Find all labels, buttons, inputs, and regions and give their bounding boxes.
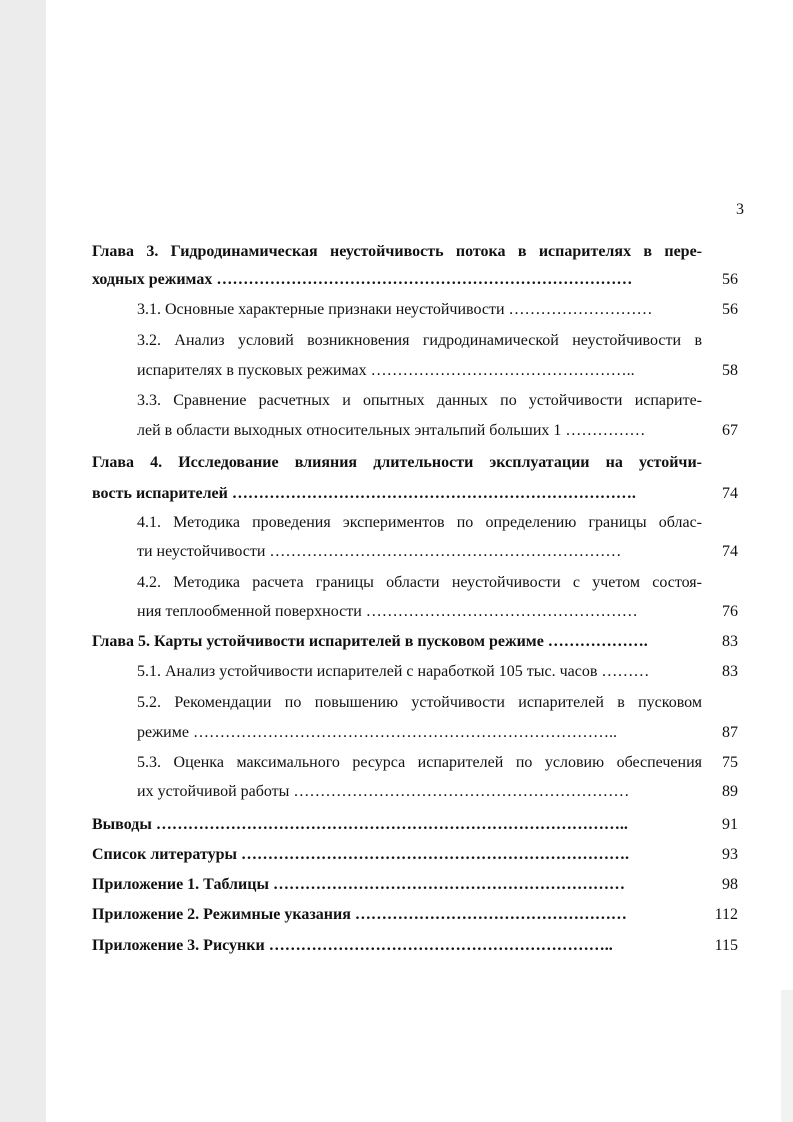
toc-item-5-3-line-1: 5.3. Оценка максимального ресурса испарителей по условию обеспечения <box>137 754 702 771</box>
scan-shadow-right <box>781 990 793 1122</box>
scan-shadow-left <box>0 0 46 1122</box>
toc-item-5-1-page: 83 <box>722 663 738 680</box>
toc-appendix-1: Приложение 1. Таблицы ………………………………………………………… <box>92 876 625 893</box>
toc-item-5-2-line-1: 5.2. Рекомендации по повышению устойчивости испарителей в пусковом <box>137 694 702 711</box>
toc-appendix-2-page: 112 <box>714 906 738 923</box>
toc-item-4-2-line-1: 4.2. Методика расчета границы области неустойчивости с учетом состоя- <box>137 574 702 591</box>
toc-item-5-3-page-b: 89 <box>722 783 738 800</box>
page-number: 3 <box>736 201 744 218</box>
toc-item-5-2-page: 87 <box>722 724 738 741</box>
toc-appendix-3-page: 115 <box>714 937 738 954</box>
toc-chapter-5-page: 83 <box>722 633 738 650</box>
toc-chapter-3-line-2: ходных режимах …………………………………………………………………… <box>92 271 633 288</box>
toc-conclusions-page: 91 <box>722 816 738 833</box>
toc-item-4-1-page: 74 <box>722 543 738 560</box>
toc-references-page: 93 <box>722 846 738 863</box>
toc-item-4-2-line-2: ния теплообменной поверхности …………………………………………… <box>137 603 638 620</box>
toc-chapter-4-line-2: вость испарителей …………………………………………………………………. <box>92 485 636 502</box>
toc-chapter-4-line-1: Глава 4. Исследование влияния длительности эксплуатации на устойчи- <box>92 454 702 471</box>
toc-item-5-3-line-2: их устойчивой работы ……………………………………………………… <box>137 783 630 800</box>
toc-item-4-1-line-2: ти неустойчивости ………………………………………………………… <box>137 543 622 560</box>
toc-item-3-3-line-2: лей в области выходных относительных энтальпий больших 1 …………… <box>137 422 646 439</box>
toc-item-4-1-line-1: 4.1. Методика проведения экспериментов по определению границы облас- <box>137 514 702 531</box>
toc-item-3-2-line-1: 3.2. Анализ условий возникновения гидродинамической неустойчивости в <box>137 332 702 349</box>
toc-item-3-2-line-2: испарителях в пусковых режимах ………………………………………….. <box>137 362 635 379</box>
toc-appendix-1-page: 98 <box>722 876 738 893</box>
toc-chapter-3-page: 56 <box>722 271 738 288</box>
toc-item-5-1: 5.1. Анализ устойчивости испарителей с наработкой 105 тыс. часов ……… <box>137 663 650 680</box>
toc-appendix-3: Приложение 3. Рисунки ……………………………………………………….. <box>92 937 613 954</box>
toc-chapter-5: Глава 5. Карты устойчивости испарителей в пусковом режиме ………………. <box>92 633 648 650</box>
toc-references: Список литературы ………………………………………………………………. <box>92 846 629 863</box>
toc-item-3-1-page: 56 <box>722 301 738 318</box>
toc-conclusions: Выводы …………………………………………………………………………….. <box>92 816 628 833</box>
toc-item-3-3-line-1: 3.3. Сравнение расчетных и опытных данных по устойчивости испарите- <box>137 392 702 409</box>
toc-chapter-3-line-1: Глава 3. Гидродинамическая неустойчивость потока в испарителях в пере- <box>92 243 702 260</box>
toc-item-5-3-page-a: 75 <box>722 754 738 771</box>
toc-item-3-3-page: 67 <box>722 422 738 439</box>
toc-item-3-2-page: 58 <box>722 362 738 379</box>
toc-chapter-4-page: 74 <box>722 485 738 502</box>
toc-item-3-1: 3.1. Основные характерные признаки неустойчивости ……………………… <box>137 301 653 318</box>
toc-item-5-2-line-2: режиме …………………………………………………………………….. <box>137 724 617 741</box>
toc-item-4-2-page: 76 <box>722 603 738 620</box>
toc-appendix-2: Приложение 2. Режимные указания …………………………………………… <box>92 906 627 923</box>
